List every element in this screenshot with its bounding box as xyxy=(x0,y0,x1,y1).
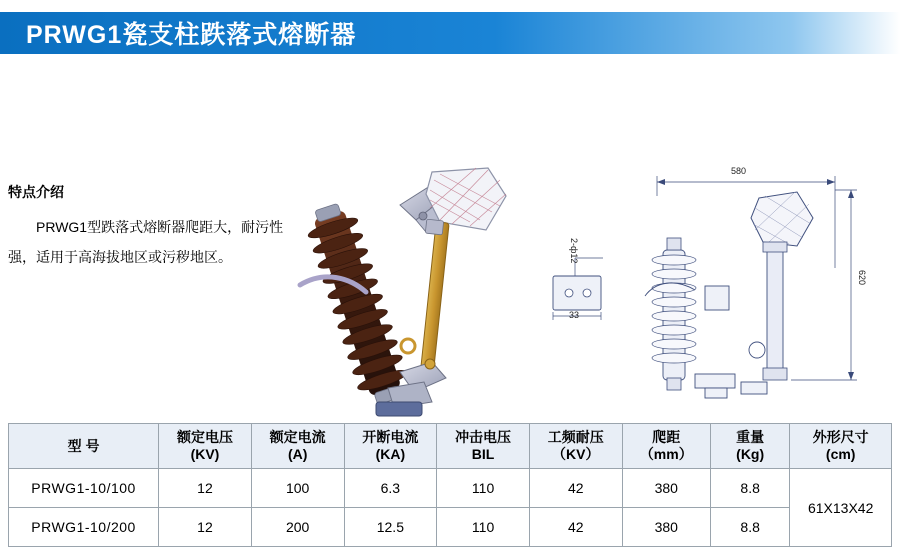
header-rated-voltage-line2: (KV) xyxy=(190,446,220,462)
header-creepage xyxy=(622,424,710,469)
header-impulse-voltage-line2: BIL xyxy=(471,446,495,462)
table-row xyxy=(9,508,892,547)
header-rated-current xyxy=(251,424,344,469)
porcelain-insulator xyxy=(301,199,413,409)
header-power-frequency-line1: 工频耐压 xyxy=(547,429,604,445)
page-header xyxy=(0,12,900,54)
cell-breaking-current: 12.5 xyxy=(344,508,437,547)
header-creepage-line1: 爬距 xyxy=(652,429,681,445)
header-breaking-current-line1: 开断电流 xyxy=(362,429,419,445)
header-breaking-current-line2: (KA) xyxy=(375,446,406,462)
feature-section-title: 特点介绍 xyxy=(8,184,64,200)
cell-impulse-voltage: 110 xyxy=(437,508,530,547)
technical-drawing-svg xyxy=(545,150,890,420)
cell-impulse-voltage: 110 xyxy=(437,469,530,508)
fuse-tube xyxy=(421,219,450,372)
cell-creepage: 380 xyxy=(622,469,710,508)
cell-dimensions-merged: 61X13X42 xyxy=(790,469,892,547)
page-title: PRWG1瓷支柱跌落式熔断器 xyxy=(26,21,357,49)
header-power-frequency xyxy=(529,424,622,469)
cell-model: PRWG1-10/100 xyxy=(9,469,159,508)
spec-table-head xyxy=(9,424,892,469)
product-photo-svg xyxy=(280,150,540,420)
feature-section-body xyxy=(8,212,308,272)
cell-breaking-current: 6.3 xyxy=(344,469,437,508)
table-row xyxy=(9,469,892,508)
header-impulse-voltage xyxy=(437,424,530,469)
dim-base-label: 33 xyxy=(569,310,580,320)
header-power-frequency-line2: （KV） xyxy=(552,446,600,462)
cell-weight: 8.8 xyxy=(710,469,789,508)
cell-rated-voltage: 12 xyxy=(159,508,252,547)
header-impulse-voltage-line1: 冲击电压 xyxy=(455,429,512,445)
header-rated-current-line1: 额定电流 xyxy=(269,429,326,445)
cell-rated-voltage: 12 xyxy=(159,469,252,508)
header-rated-voltage-line1: 额定电压 xyxy=(176,429,233,445)
drawing-fuse-tube xyxy=(749,242,787,380)
table-header-row xyxy=(9,424,892,469)
header-breaking-current xyxy=(344,424,437,469)
dim-width-label: 580 xyxy=(731,166,747,176)
header-dimensions-line1: 外形尺寸 xyxy=(812,429,869,445)
header-weight-line1: 重量 xyxy=(736,429,765,445)
header-rated-current-line2: (A) xyxy=(287,446,308,462)
spec-table xyxy=(8,423,892,547)
technical-drawing xyxy=(545,150,890,420)
header-weight-line2: (Kg) xyxy=(736,446,765,462)
cell-power-frequency: 42 xyxy=(529,508,622,547)
header-dimensions-line2: (cm) xyxy=(825,446,856,462)
cell-weight: 8.8 xyxy=(710,508,789,547)
cell-model: PRWG1-10/200 xyxy=(9,508,159,547)
dim-height-label: 620 xyxy=(857,270,867,286)
product-photo xyxy=(280,150,540,420)
drawing-insulator xyxy=(652,238,696,390)
drawing-hood xyxy=(751,192,813,246)
cell-rated-current: 100 xyxy=(251,469,344,508)
dim-hole-label: 2-ф12 xyxy=(569,238,579,264)
header-model xyxy=(9,424,159,469)
header-creepage-line2: （mm） xyxy=(639,446,693,462)
feature-paragraph: PRWG1型跌落式熔断器爬距大，耐污性强，适用于高海拔地区或污秽地区。 xyxy=(8,219,284,265)
header-dimensions xyxy=(790,424,892,469)
spec-table-body xyxy=(9,469,892,547)
header-weight xyxy=(710,424,789,469)
cell-rated-current: 200 xyxy=(251,508,344,547)
cell-creepage: 380 xyxy=(622,508,710,547)
header-rated-voltage xyxy=(159,424,252,469)
header-model-line1: 型 号 xyxy=(67,437,100,454)
cell-power-frequency: 42 xyxy=(529,469,622,508)
